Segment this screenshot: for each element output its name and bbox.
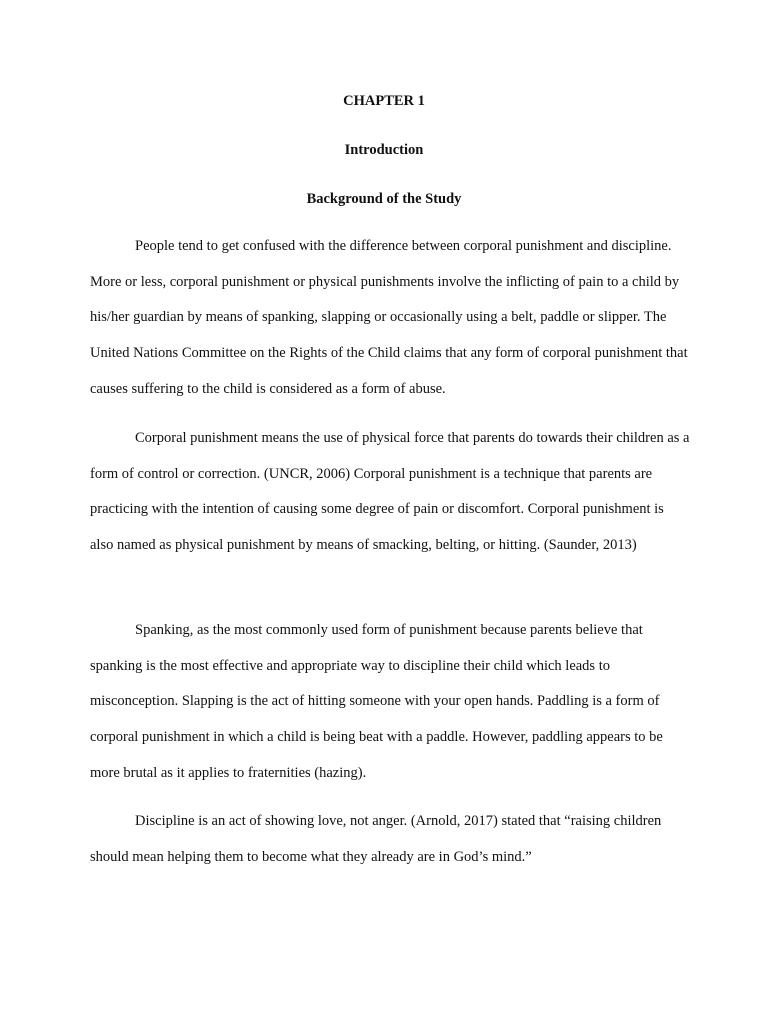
paragraph-spanking: Spanking, as the most commonly used form of punishment because parents believe that spanking is the most effective and appropriate way to discipline their child which leads to misconception. Slapping is the act of hitting someone with your open hands. Paddling is a form of corporal punishment in which a child is being beat with a paddle. However, paddling appears to be more brutal as it applies to fraternities (hazing). <box>90 622 663 781</box>
paragraph-corporal-definition: Corporal punishment means the use of physical force that parents do towards their children as a form of control or correction. (UNCR, 2006) Corporal punishment is a technique that parents are practicing with the intention of causing some degree of pain or discomfort. Corporal punishment is also named as physical punishment by means of smacking, belting, or hitting. (Saunder, 2013) <box>90 430 690 554</box>
paragraph-corporal-vs-discipline: People tend to get confused with the difference between corporal punishment and discipline. More or less, corporal punishment or physical punishments involve the inflicting of pain to a child by his/her guardian by means of spanking, slapping or occasionally using a belt, paddle or slipper. The United Nations Committee on the Rights of the Child claims that any form of corporal punishment that causes suffering to the child is considered as a form of abuse. <box>90 238 688 397</box>
subsection-title: Background of the Study <box>306 191 462 207</box>
paragraph-discipline-love: Discipline is an act of showing love, not anger. (Arnold, 2017) stated that “raising children should mean helping them to become what they already are in God’s mind.” <box>90 813 662 865</box>
chapter-heading: CHAPTER 1 <box>343 93 425 109</box>
section-title: Introduction <box>344 142 424 158</box>
